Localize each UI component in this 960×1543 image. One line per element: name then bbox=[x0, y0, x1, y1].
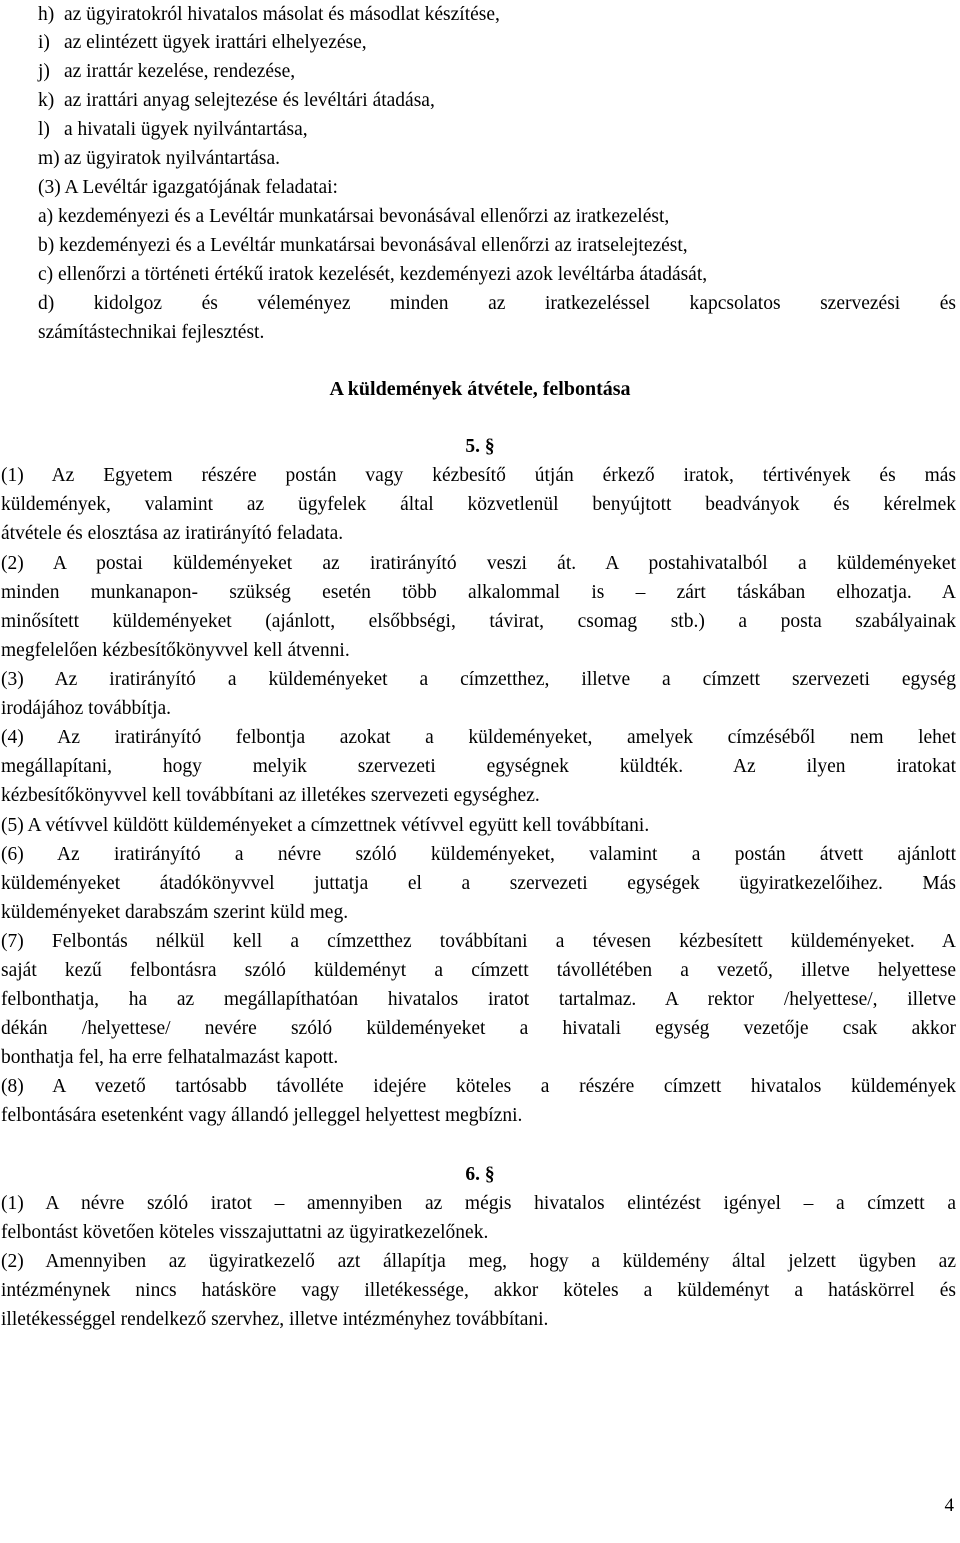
list-item-text: az ügyiratokról hivatalos másolat és másodlat készítése, bbox=[64, 4, 500, 25]
text-line: felbontására esetenként vagy állandó jelleggel helyettest megbízni. bbox=[1, 1105, 523, 1126]
list-item-text: az irattár kezelése, rendezése, bbox=[64, 61, 296, 82]
section-5-paragraph-1 bbox=[1, 461, 956, 548]
section-number-6: 6. § bbox=[465, 1164, 495, 1185]
list-marker: m) bbox=[38, 148, 60, 169]
list-marker: l) bbox=[38, 119, 50, 140]
section-5-paragraph-8 bbox=[1, 1072, 956, 1130]
text-line: (6) Az iratirányító a névre szóló küldeményeket, valamint a postán átvett ajánlott bbox=[1, 844, 956, 865]
section-5-paragraph-5 bbox=[1, 811, 956, 840]
list-item-l bbox=[38, 115, 308, 144]
list-marker: j) bbox=[38, 61, 50, 82]
text-line: illetékességgel rendelkező szervhez, illetve intézményhez továbbítani. bbox=[1, 1309, 549, 1330]
list-item-text: a hivatali ügyek nyilvántartása, bbox=[64, 119, 308, 140]
section-6-paragraph-2 bbox=[1, 1247, 956, 1334]
list-item-text: az ügyiratok nyilvántartása. bbox=[64, 148, 281, 169]
text-line: dékán /helyettese/ nevére szóló küldeményeket a hivatali egység vezetője csak akkor bbox=[1, 1018, 956, 1039]
text-line: kézbesítőkönyvvel kell továbbítani az illetékes szervezeti egységhez. bbox=[1, 785, 540, 806]
text-line: felbontást követően köteles visszajuttatni az ügyiratkezelőnek. bbox=[1, 1222, 489, 1243]
list-marker: h) bbox=[38, 4, 55, 25]
text-line: (7) Felbontás nélkül kell a címzetthez továbbítani a tévesen kézbesített küldeményeket. A bbox=[1, 931, 956, 952]
list-marker: k) bbox=[38, 90, 55, 111]
list-item-m bbox=[38, 144, 280, 173]
section-5-paragraph-4 bbox=[1, 723, 956, 810]
paragraph-3-item-b: b) kezdeményezi és a Levéltár munkatársai bevonásával ellenőrzi az iratselejtezést, bbox=[38, 235, 688, 256]
section-5-paragraph-7 bbox=[1, 927, 956, 1072]
paragraph-3-item-a: a) kezdeményezi és a Levéltár munkatársai bevonásával ellenőrzi az iratkezelést, bbox=[38, 206, 670, 227]
text-line: küldeményeket darabszám szerint küld meg. bbox=[1, 902, 349, 923]
text-line: bonthatja fel, ha erre felhatalmazást kapott. bbox=[1, 1047, 339, 1068]
text-line: megállapítani, hogy melyik szervezeti egységnek küldték. Az ilyen iratokat bbox=[1, 756, 956, 777]
text-line: d) kidolgoz és véleményez minden az iratkezeléssel kapcsolatos szervezési és bbox=[38, 293, 956, 314]
list-item-text: az irattári anyag selejtezése és levéltári átadása, bbox=[64, 90, 435, 111]
text-line: minden munkanapon- szükség esetén több alkalommal is – zárt táskában elhozatja. A bbox=[1, 582, 956, 603]
text-line: (2) A postai küldeményeket az iratirányító veszi át. A postahivatalból a küldeményeket bbox=[1, 553, 956, 574]
paragraph-3-intro: (3) A Levéltár igazgatójának feladatai: bbox=[38, 177, 338, 198]
text-line: megfelelően kézbesítőkönyvvel kell átvenni. bbox=[1, 640, 350, 661]
text-line: saját kezű felbontásra szóló küldeményt a címzett távollétében a vezető, illetve helyettese bbox=[1, 960, 956, 981]
list-item-k bbox=[38, 86, 435, 115]
section-5-paragraph-6 bbox=[1, 840, 956, 927]
section-6-paragraph-1 bbox=[1, 1189, 956, 1247]
page-number: 4 bbox=[944, 1495, 954, 1516]
text-line: küldemények, valamint az ügyfelek által közvetlenül benyújtott beadványok és kérelmek bbox=[1, 494, 956, 515]
section-5-paragraph-3 bbox=[1, 665, 956, 723]
text-line: küldeményeket átadókönyvvel juttatja el a szervezeti egységek ügyiratkezelőihez. Más bbox=[1, 873, 956, 894]
text-line: (8) A vezető tartósabb távolléte idejére köteles a részére címzett hivatalos küldemények bbox=[1, 1076, 956, 1097]
section-number-5: 5. § bbox=[465, 436, 495, 457]
list-item-j bbox=[38, 57, 295, 86]
text-line: (1) Az Egyetem részére postán vagy kézbesítő útján érkező iratok, tértivények és más bbox=[1, 465, 956, 486]
list-item-text: az elintézett ügyek irattári elhelyezése, bbox=[64, 32, 367, 53]
text-line: minősített küldeményeket (ajánlott, elsőbbségi, távirat, csomag stb.) a posta szabályainak bbox=[1, 611, 956, 632]
text-line: (5) A vétívvel küldött küldeményeket a címzettnek vétívvel együtt kell továbbítani. bbox=[1, 815, 650, 836]
text-line: számítástechnikai fejlesztést. bbox=[38, 322, 265, 343]
text-line: (2) Amennyiben az ügyiratkezelő azt állapítja meg, hogy a küldemény által jelzett ügyben az bbox=[1, 1251, 956, 1272]
paragraph-3-item-c: c) ellenőrzi a történeti értékű iratok kezelését, kezdeményezi azok levéltárba átadását, bbox=[38, 264, 708, 285]
text-line: (1) A névre szóló iratot – amennyiben az mégis hivatalos elintézést igényel – a címzett a bbox=[1, 1193, 956, 1214]
text-line: intézménynek nincs hatásköre vagy illetékessége, akkor köteles a küldeményt a hatáskörrel és bbox=[1, 1280, 956, 1301]
section-heading: A küldemények átvétele, felbontása bbox=[329, 378, 631, 400]
paragraph-3-item-d bbox=[38, 289, 956, 347]
text-line: felbonthatja, ha az megállapíthatóan hivatalos iratot tartalmaz. A rektor /helyettese/, illetve bbox=[1, 989, 956, 1010]
list-item-h bbox=[38, 0, 500, 29]
section-5-paragraph-2 bbox=[1, 549, 956, 665]
text-line: átvétele és elosztása az iratirányító feladata. bbox=[1, 523, 344, 544]
text-line: (4) Az iratirányító felbontja azokat a küldeményeket, amelyek címzéséből nem lehet bbox=[1, 727, 956, 748]
list-item-i bbox=[38, 28, 367, 57]
list-marker: i) bbox=[38, 32, 50, 53]
text-line: (3) Az iratirányító a küldeményeket a címzetthez, illetve a címzett szervezeti egység bbox=[1, 669, 956, 690]
text-line: irodájához továbbítja. bbox=[1, 698, 172, 719]
